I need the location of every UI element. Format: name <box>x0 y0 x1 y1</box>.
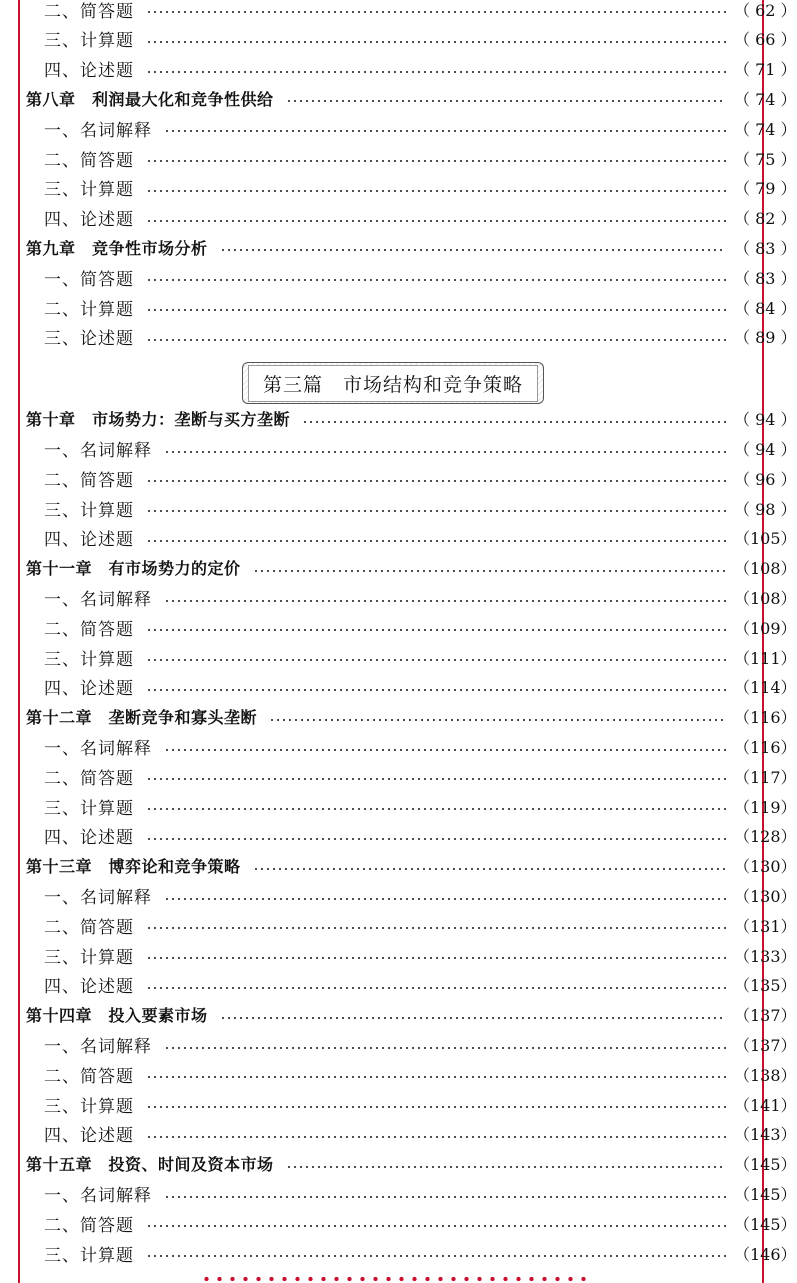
toc-chapter-entry[interactable] <box>0 404 797 434</box>
section-title: 一、名词解释 <box>44 739 152 760</box>
page-number: （ 79 ） <box>734 179 797 199</box>
dot-leader <box>302 421 726 423</box>
page-number: （ 83 ） <box>734 238 797 258</box>
chapter-title: 第十三章 博弈论和竞争策略 <box>26 857 241 877</box>
toc-section-entry[interactable] <box>0 1030 797 1060</box>
toc-chapter-entry[interactable] <box>0 851 797 881</box>
page-number: （143） <box>734 1125 797 1145</box>
page-number: （135） <box>734 976 797 996</box>
toc-section-entry[interactable] <box>0 523 797 553</box>
toc-section-entry[interactable] <box>0 672 797 702</box>
dot-leader <box>146 629 726 631</box>
toc-section-entry[interactable] <box>0 612 797 642</box>
page-number: （ 75 ） <box>734 149 797 169</box>
page-number: （145） <box>734 1214 797 1234</box>
toc-section-entry[interactable] <box>0 493 797 523</box>
dot-leader <box>146 987 726 989</box>
toc-section-entry[interactable] <box>0 262 797 292</box>
page-number: （ 74 ） <box>734 119 797 139</box>
dot-leader <box>146 480 726 482</box>
toc-section-entry[interactable] <box>0 791 797 821</box>
section-title: 三、计算题 <box>44 947 134 968</box>
dot-leader <box>253 868 726 870</box>
dot-leader <box>146 659 726 661</box>
dot-leader <box>164 600 726 602</box>
section-title: 四、论述题 <box>44 977 134 998</box>
page-number: （105） <box>734 529 797 549</box>
toc-section-entry[interactable] <box>0 434 797 464</box>
toc-section-entry[interactable] <box>0 1208 797 1238</box>
page-number: （108） <box>734 589 797 609</box>
dot-leader <box>286 1166 726 1168</box>
chapter-title: 第八章 利润最大化和竞争性供给 <box>26 89 274 109</box>
toc-section-entry[interactable] <box>0 463 797 493</box>
section-title: 一、名词解释 <box>44 1186 152 1207</box>
section-title: 一、名词解释 <box>44 590 152 611</box>
section-title: 四、论述题 <box>44 679 134 700</box>
toc-section-entry[interactable] <box>0 732 797 762</box>
part-title: 第三篇 市场结构和竞争策略 <box>248 365 538 402</box>
toc-section-entry[interactable] <box>0 1089 797 1119</box>
toc-section-entry[interactable] <box>0 881 797 911</box>
chapter-title: 第十章 市场势力：垄断与买方垄断 <box>26 410 291 430</box>
page-number: （141） <box>734 1095 797 1115</box>
dot-leader <box>146 1106 726 1108</box>
page-number: （117） <box>734 767 797 787</box>
toc-chapter-entry[interactable] <box>0 702 797 732</box>
section-title: 四、论述题 <box>44 530 134 551</box>
dot-leader <box>164 749 726 751</box>
page-number: （ 62 ） <box>734 0 797 20</box>
section-title: 二、简答题 <box>44 619 134 640</box>
toc-section-entry[interactable] <box>0 203 797 233</box>
page-number: （108） <box>734 559 797 579</box>
page-number: （ 98 ） <box>734 499 797 519</box>
toc-section-entry[interactable] <box>0 940 797 970</box>
dot-leader <box>164 130 726 132</box>
page-number: （145） <box>734 1185 797 1205</box>
toc-chapter-entry[interactable] <box>0 83 797 113</box>
toc-section-entry[interactable] <box>0 0 797 24</box>
dot-leader <box>220 249 726 251</box>
dot-leader <box>146 339 726 341</box>
section-title: 一、名词解释 <box>44 1037 152 1058</box>
toc-section-entry[interactable] <box>0 642 797 672</box>
toc-section-entry[interactable] <box>0 761 797 791</box>
page-number: （ 89 ） <box>734 328 797 348</box>
page-number: （ 74 ） <box>734 89 797 109</box>
dot-leader <box>146 71 726 73</box>
page-number: （ 84 ） <box>734 298 797 318</box>
part-banner <box>242 362 544 404</box>
dot-leader <box>146 11 726 13</box>
page-number: （ 94 ） <box>734 410 797 430</box>
page-number: （137） <box>734 1036 797 1056</box>
section-title: 一、名词解释 <box>44 120 152 141</box>
dot-leader <box>286 100 726 102</box>
toc-chapter-entry[interactable] <box>0 553 797 583</box>
page-number: （137） <box>734 1006 797 1026</box>
dot-leader <box>146 41 726 43</box>
chapter-title: 第十一章 有市场势力的定价 <box>26 559 241 579</box>
toc-section-entry[interactable] <box>0 54 797 84</box>
section-title: 四、论述题 <box>44 1126 134 1147</box>
toc-chapter-entry[interactable] <box>0 232 797 262</box>
dot-leader <box>164 898 726 900</box>
chapter-title: 第十四章 投入要素市场 <box>26 1006 208 1026</box>
toc-section-entry[interactable] <box>0 173 797 203</box>
page-number: （ 71 ） <box>734 60 797 80</box>
page-number: （ 83 ） <box>734 268 797 288</box>
dot-leader <box>146 838 726 840</box>
page-number: （119） <box>734 797 797 817</box>
toc-chapter-entry[interactable] <box>0 1000 797 1030</box>
page-number: （146） <box>734 1244 797 1264</box>
section-title: 二、简答题 <box>44 1066 134 1087</box>
dot-leader <box>164 1196 726 1198</box>
dot-leader <box>146 1136 726 1138</box>
section-title: 二、简答题 <box>44 1215 134 1236</box>
toc-section-entry[interactable] <box>0 143 797 173</box>
page-number: （138） <box>734 1065 797 1085</box>
section-title: 四、论述题 <box>44 828 134 849</box>
toc-section-entry[interactable] <box>0 1119 797 1149</box>
dot-leader <box>146 220 726 222</box>
dot-leader <box>146 808 726 810</box>
section-title: 三、计算题 <box>44 31 134 52</box>
chapter-title: 第十二章 垄断竞争和寡头垄断 <box>26 708 258 728</box>
dot-leader <box>146 927 726 929</box>
dot-leader <box>269 719 726 721</box>
dot-leader <box>146 1076 726 1078</box>
toc-section-entry[interactable] <box>0 1179 797 1209</box>
section-title: 一、名词解释 <box>44 441 152 462</box>
dot-leader <box>146 540 726 542</box>
page-number: （ 96 ） <box>734 469 797 489</box>
page-number: （130） <box>734 857 797 877</box>
section-title: 二、简答题 <box>44 150 134 171</box>
dot-leader <box>146 279 726 281</box>
toc-chapter-entry[interactable] <box>0 1149 797 1179</box>
bottom-ornament <box>200 1276 590 1282</box>
section-title: 二、计算题 <box>44 299 134 320</box>
section-title: 二、简答题 <box>44 1 134 22</box>
page-number: （130） <box>734 887 797 907</box>
page-number: （ 94 ） <box>734 440 797 460</box>
page-number: （ 82 ） <box>734 209 797 229</box>
page-number: （114） <box>734 678 797 698</box>
toc-section-entry[interactable] <box>0 113 797 143</box>
section-title: 三、计算题 <box>44 798 134 819</box>
section-title: 一、简答题 <box>44 269 134 290</box>
toc-section-entry[interactable] <box>0 970 797 1000</box>
toc-section-entry[interactable] <box>0 821 797 851</box>
dot-leader <box>146 778 726 780</box>
toc-section-entry[interactable] <box>0 1059 797 1089</box>
dot-leader <box>164 1047 726 1049</box>
dot-leader <box>220 1017 726 1019</box>
page-number: （133） <box>734 946 797 966</box>
page-number: （131） <box>734 916 797 936</box>
section-title: 二、简答题 <box>44 917 134 938</box>
dot-leader <box>164 451 726 453</box>
section-title: 四、论述题 <box>44 210 134 231</box>
toc-section-entry[interactable] <box>0 583 797 613</box>
toc-section-entry[interactable] <box>0 292 797 322</box>
dot-leader <box>146 160 726 162</box>
dot-leader <box>253 570 726 572</box>
dot-leader <box>146 689 726 691</box>
dot-leader <box>146 957 726 959</box>
chapter-title: 第十五章 投资、时间及资本市场 <box>26 1155 274 1175</box>
section-title: 三、计算题 <box>44 500 134 521</box>
dot-leader <box>146 1225 726 1227</box>
section-title: 二、简答题 <box>44 768 134 789</box>
toc-section-entry[interactable] <box>0 322 797 352</box>
section-title: 三、计算题 <box>44 649 134 670</box>
page-number: （111） <box>734 648 797 668</box>
part-banner-plaque <box>242 362 544 404</box>
page-number: （ 66 ） <box>734 30 797 50</box>
dot-leader <box>146 190 726 192</box>
page-number: （109） <box>734 618 797 638</box>
chapter-title: 第九章 竞争性市场分析 <box>26 238 208 258</box>
section-title: 四、论述题 <box>44 61 134 82</box>
toc-section-entry[interactable] <box>0 1238 797 1268</box>
section-title: 三、计算题 <box>44 1096 134 1117</box>
toc-section-entry[interactable] <box>0 910 797 940</box>
dot-leader <box>146 510 726 512</box>
page-number: （145） <box>734 1155 797 1175</box>
page-number: （128） <box>734 827 797 847</box>
page-number: （116） <box>734 708 797 728</box>
section-title: 三、计算题 <box>44 1245 134 1266</box>
toc-section-entry[interactable] <box>0 24 797 54</box>
page-number: （116） <box>734 738 797 758</box>
section-title: 一、名词解释 <box>44 888 152 909</box>
section-title: 二、简答题 <box>44 470 134 491</box>
dot-leader <box>146 1255 726 1257</box>
dot-leader <box>146 309 726 311</box>
section-title: 三、论述题 <box>44 329 134 350</box>
section-title: 三、计算题 <box>44 180 134 201</box>
